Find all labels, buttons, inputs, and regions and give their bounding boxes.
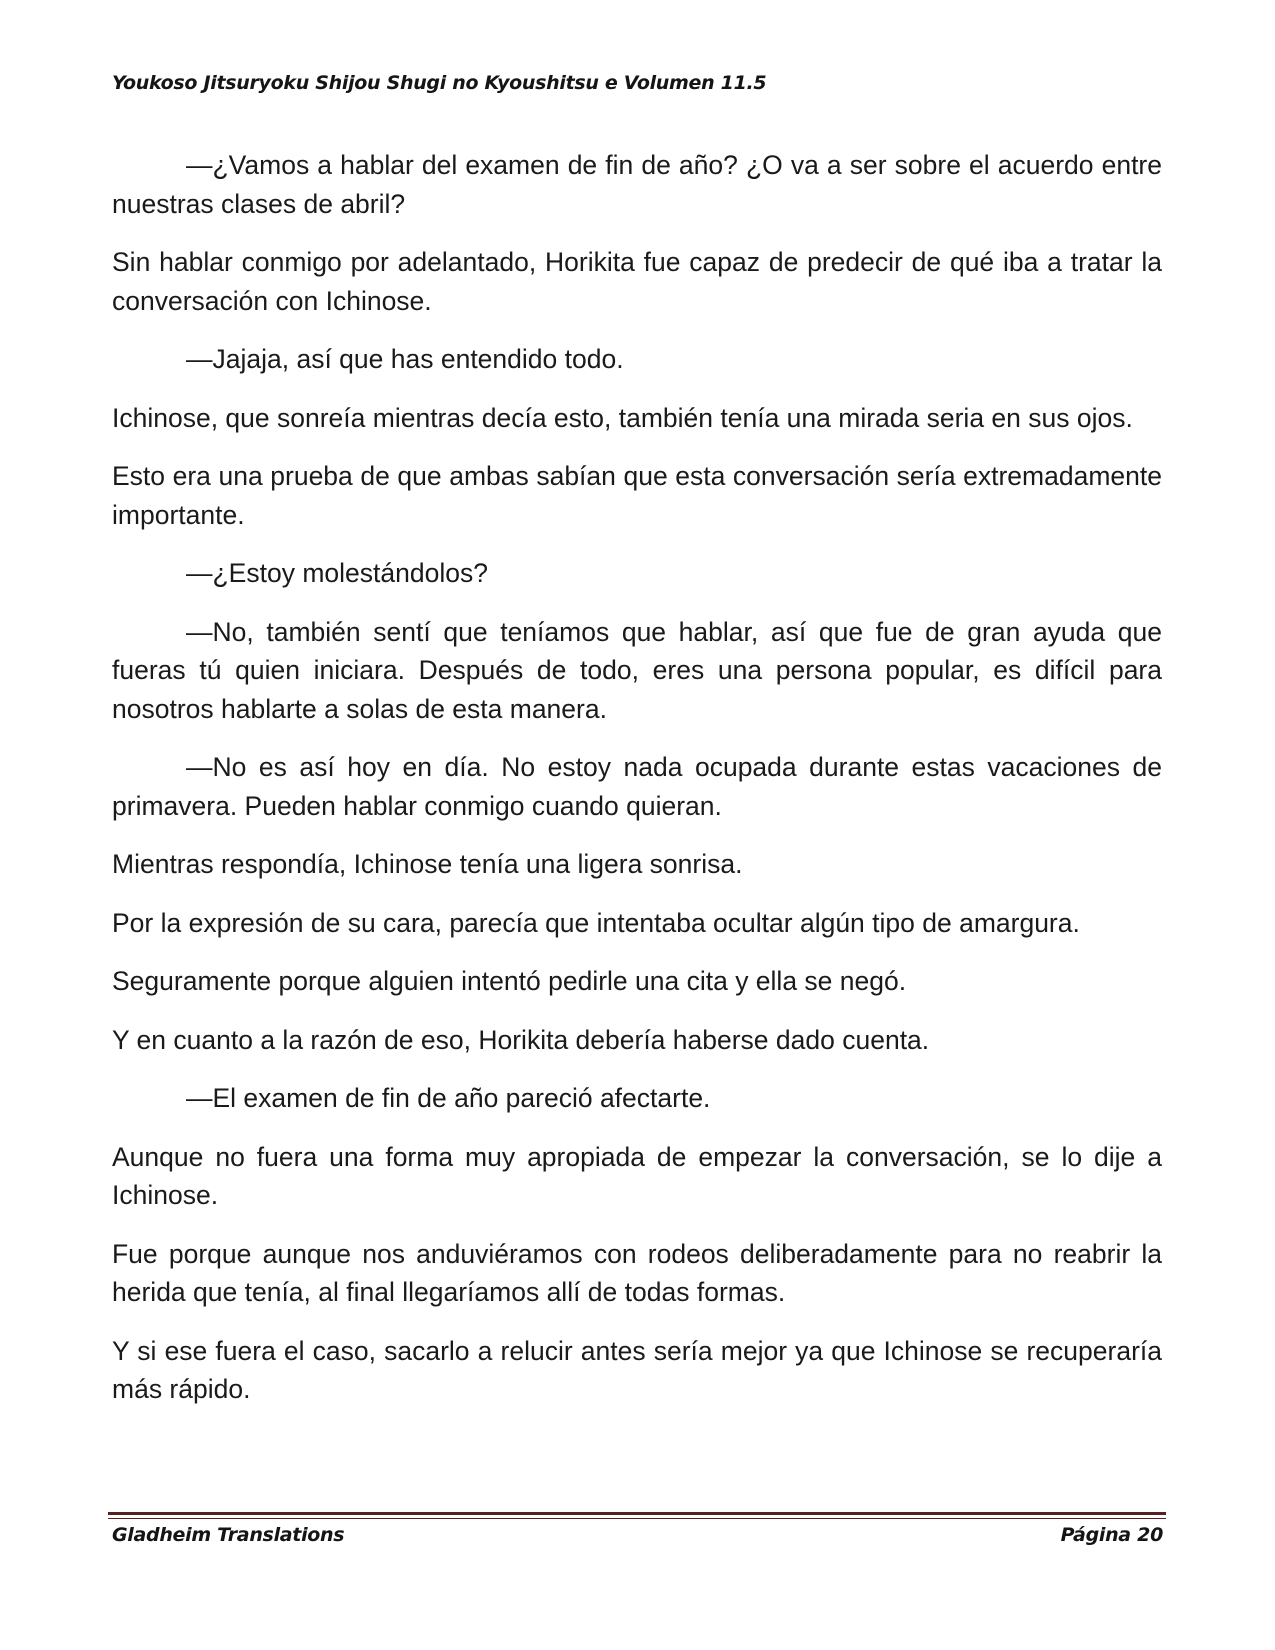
paragraph: Fue porque aunque nos anduviéramos con rodeos deliberadamente para no reabrir la herida que tenía, al final llegaríamos allí de todas formas. [112,1238,1162,1307]
paragraph: —No, también sentí que teníamos que hablar, así que fue de gran ayuda que fueras tú quien iniciara. Después de todo, eres una persona popular, es difícil para nosotros hablarte a solas de esta manera. [112,616,1162,724]
paragraph: Y si ese fuera el caso, sacarlo a relucir antes sería mejor ya que Ichinose se recuperaría más rápido. [112,1335,1162,1404]
paragraph: —Jajaja, así que has entendido todo. [186,344,624,374]
paragraph: —¿Vamos a hablar del examen de fin de año? ¿O va a ser sobre el acuerdo entre nuestras clases de abril? [112,150,1162,219]
running-header: Youkoso Jitsuryoku Shijou Shugi no Kyoushitsu e Volumen 11.5 [112,72,767,94]
paragraph: Ichinose, que sonreía mientras decía esto, también tenía una mirada seria en sus ojos. [112,402,1133,433]
page-number: Página 20 [1060,1524,1163,1546]
paragraph: Esto era una prueba de que ambas sabían que esta conversación sería extremadamente importante. [112,461,1162,530]
paragraph: Aunque no fuera una forma muy apropiada de empezar la conversación, se lo dije a Ichinose. [112,1141,1162,1210]
paragraph: Por la expresión de su cara, parecía que intentaba ocultar algún tipo de amargura. [112,907,1080,938]
footer-divider [108,1512,1166,1519]
paragraph: Seguramente porque alguien intentó pedirle una cita y ella se negó. [112,966,907,996]
footer-credit: Gladheim Translations [112,1524,345,1546]
paragraph: Y en cuanto a la razón de eso, Horikita debería haberse dado cuenta. [112,1024,930,1055]
paragraph: Sin hablar conmigo por adelantado, Horikita fue capaz de predecir de qué iba a tratar la conversación con Ichinose. [112,247,1162,316]
paragraph: —¿Estoy molestándolos? [186,558,488,588]
paragraph: —El examen de fin de año pareció afectarte. [186,1083,711,1113]
page-body [112,146,1162,1429]
paragraph: Mientras respondía, Ichinose tenía una ligera sonrisa. [112,849,743,879]
paragraph: —No es así hoy en día. No estoy nada ocupada durante estas vacaciones de primavera. Pueden hablar conmigo cuando quieran. [112,752,1162,821]
